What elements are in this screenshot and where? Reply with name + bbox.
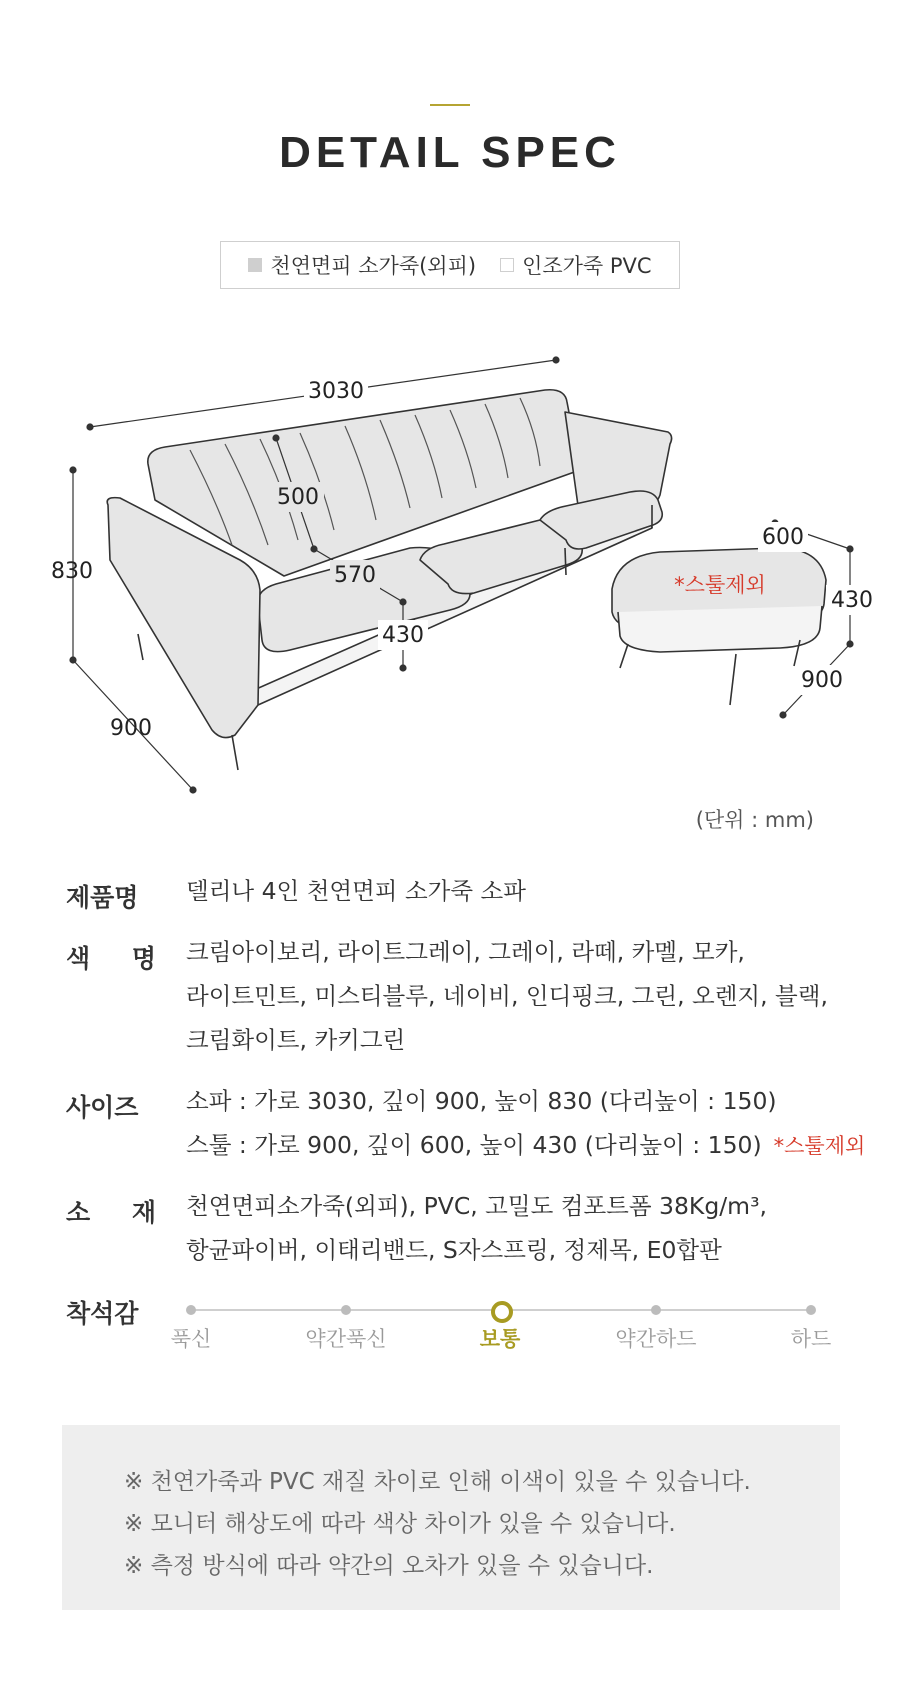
dim-sofa-width: 3030 (308, 379, 364, 404)
comfort-dot-1 (186, 1305, 196, 1315)
spec-value-product-name (186, 869, 876, 913)
legend-label-leather: 천연면피 소가죽(외피) (270, 254, 477, 278)
product-name: 델리나 4인 천연면피 소가죽 소파 (186, 877, 526, 905)
size-line-stool: 스툴 : 가로 900, 깊이 600, 높이 430 (다리높이 : 150) (186, 1131, 762, 1159)
dim-stool-height: 430 (831, 588, 873, 613)
comfort-dot-5 (806, 1305, 816, 1315)
dim-stool-depth: 900 (801, 668, 843, 693)
pvc-swatch (500, 258, 514, 272)
legend-item-pvc (500, 250, 652, 280)
notice-line-3: ※ 측정 방식에 따라 약간의 오차가 있을 수 있습니다. (124, 1553, 654, 1579)
spec-value-color (186, 930, 876, 1062)
color-line-2: 라이트민트, 미스티블루, 네이비, 인디핑크, 그린, 오렌지, 블랙, (186, 982, 828, 1010)
comfort-label-3-selected: 보통 (479, 1327, 521, 1351)
comfort-dot-3-selected (491, 1301, 513, 1323)
leather-swatch (248, 258, 262, 272)
comfort-dot-2 (341, 1305, 351, 1315)
spec-label-material: 소 재 (66, 1198, 156, 1227)
spec-label-comfort: 착석감 (66, 1299, 139, 1328)
material-line-1: 천연면피소가죽(외피), PVC, 고밀도 컴포트폼 38Kg/m³, (186, 1192, 767, 1220)
comfort-dot-4 (651, 1305, 661, 1315)
notice-box (62, 1425, 840, 1610)
dim-back-height: 500 (277, 485, 319, 510)
material-legend (220, 241, 680, 289)
dimension-diagram (0, 330, 900, 800)
notice-line-1: ※ 천연가죽과 PVC 재질 차이로 인해 이색이 있을 수 있습니다. (124, 1469, 751, 1495)
size-stool-note: *스툴제외 (773, 1134, 866, 1158)
comfort-label-2: 약간푹신 (305, 1327, 387, 1351)
legend-item-leather (248, 250, 476, 280)
comfort-label-1: 푹신 (170, 1327, 212, 1351)
spec-label-color: 색 명 (66, 944, 156, 973)
color-line-1: 크림아이보리, 라이트그레이, 그레이, 라떼, 카멜, 모카, (186, 938, 745, 966)
notice-line-2: ※ 모니터 해상도에 따라 색상 차이가 있을 수 있습니다. (124, 1511, 676, 1537)
page-title: DETAIL SPEC (279, 128, 621, 177)
size-line-sofa: 소파 : 가로 3030, 깊이 900, 높이 830 (다리높이 : 150) (186, 1087, 777, 1115)
spec-value-material (186, 1184, 876, 1272)
color-line-3: 크림화이트, 카키그린 (186, 1026, 406, 1054)
legend-label-pvc: 인조가죽 PVC (522, 254, 652, 278)
stool-excluded-note: *스툴제외 (674, 573, 766, 597)
unit-note: (단위 : mm) (695, 808, 814, 832)
spec-value-size (186, 1079, 876, 1168)
dim-stool-width: 600 (762, 525, 804, 550)
title-accent-line (430, 104, 470, 106)
comfort-label-4: 약간하드 (615, 1327, 697, 1351)
spec-label-size: 사이즈 (66, 1093, 139, 1122)
dim-sofa-height: 830 (51, 559, 93, 584)
dim-seat-depth: 570 (334, 563, 376, 588)
dim-sofa-depth: 900 (110, 716, 152, 741)
dim-seat-height: 430 (382, 623, 424, 648)
comfort-label-5: 하드 (790, 1327, 832, 1351)
material-line-2: 항균파이버, 이태리밴드, S자스프링, 정제목, E0합판 (186, 1236, 722, 1264)
spec-label-product-name: 제품명 (66, 883, 139, 912)
size-line-stool-wrap (186, 1123, 876, 1168)
